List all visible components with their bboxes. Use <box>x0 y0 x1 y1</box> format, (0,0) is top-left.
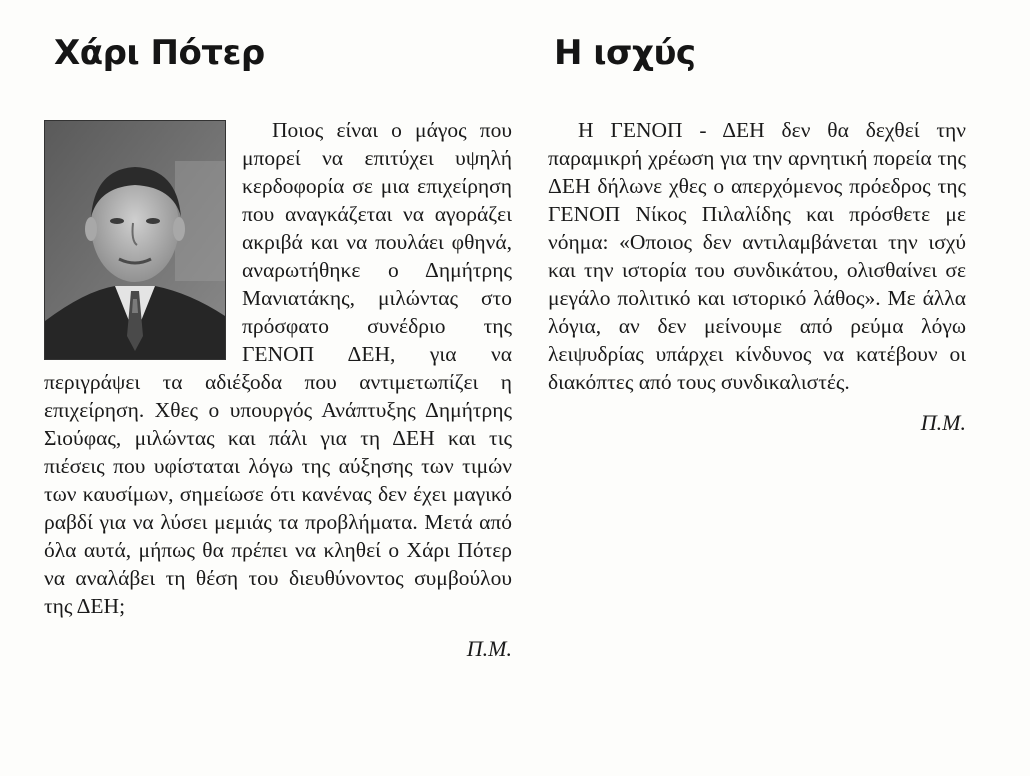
left-article-signature: Π.Μ. <box>466 636 512 661</box>
left-article-title: Χάρι Πότερ <box>54 33 265 73</box>
right-article-body <box>548 116 966 396</box>
portrait-photo <box>44 120 226 360</box>
right-article <box>548 30 966 436</box>
left-article <box>44 30 512 662</box>
left-article-body <box>44 116 512 620</box>
right-article-title: Η ισχύς <box>554 33 696 73</box>
portrait-photo-image <box>45 121 225 359</box>
left-article-paragraph: Ποιος είναι ο μάγος που μπορεί να επιτύχει υψηλή κερδοφορία σε μια επιχείρηση που αναγκάζεται να αγοράζει ακριβά και να πουλάει φθηνά, αναρωτήθηκε ο Δημήτρης Μανιατάκης, μιλώντας στο πρόσφατο συνέδριο της ΓΕΝΟΠ ΔΕΗ, για να περιγράψει τα αδιέξοδα που αντιμετωπίζει η επιχείρηση. Χθες ο υπουργός Ανάπτυξης Δημήτρης Σιούφας, μιλώντας και πάλι για τη ΔΕΗ και τις πιέσεις που υφίσταται λόγω της αύξησης των τιμών των καυσίμων, σημείωσε ότι κανένας δεν έχει μαγικό ραβδί για να λύσει μεμιάς τα προβλήματα. Μετά από όλα αυτά, μήπως θα πρέπει να κληθεί ο Χάρι Πότερ να αναλάβει τη θέση του διευθύνοντος συμβούλου της ΔΕΗ; <box>44 118 512 618</box>
right-article-paragraph: Η ΓΕΝΟΠ - ΔΕΗ δεν θα δεχθεί την παραμικρή χρέωση για την αρνητική πορεία της ΔΕΗ δήλωνε χθες ο απερχόμενος πρόεδρος της ΓΕΝΟΠ Νίκος Πιλαλίδης και πρόσθετε με νόημα: «Οποιος δεν αντιλαμβάνεται την ισχύ και την ιστορία του συνδικάτου, ολισθαίνει σε μεγάλο πολιτικό και ιστορικό λάθος». Με άλλα λόγια, αν δεν μείνουμε από ρεύμα λόγω λειψυδρίας υπάρχει κίνδυνος να κατέβουν οι διακόπτες από τους συνδικαλιστές. <box>548 118 966 394</box>
right-article-signature: Π.Μ. <box>920 410 966 435</box>
